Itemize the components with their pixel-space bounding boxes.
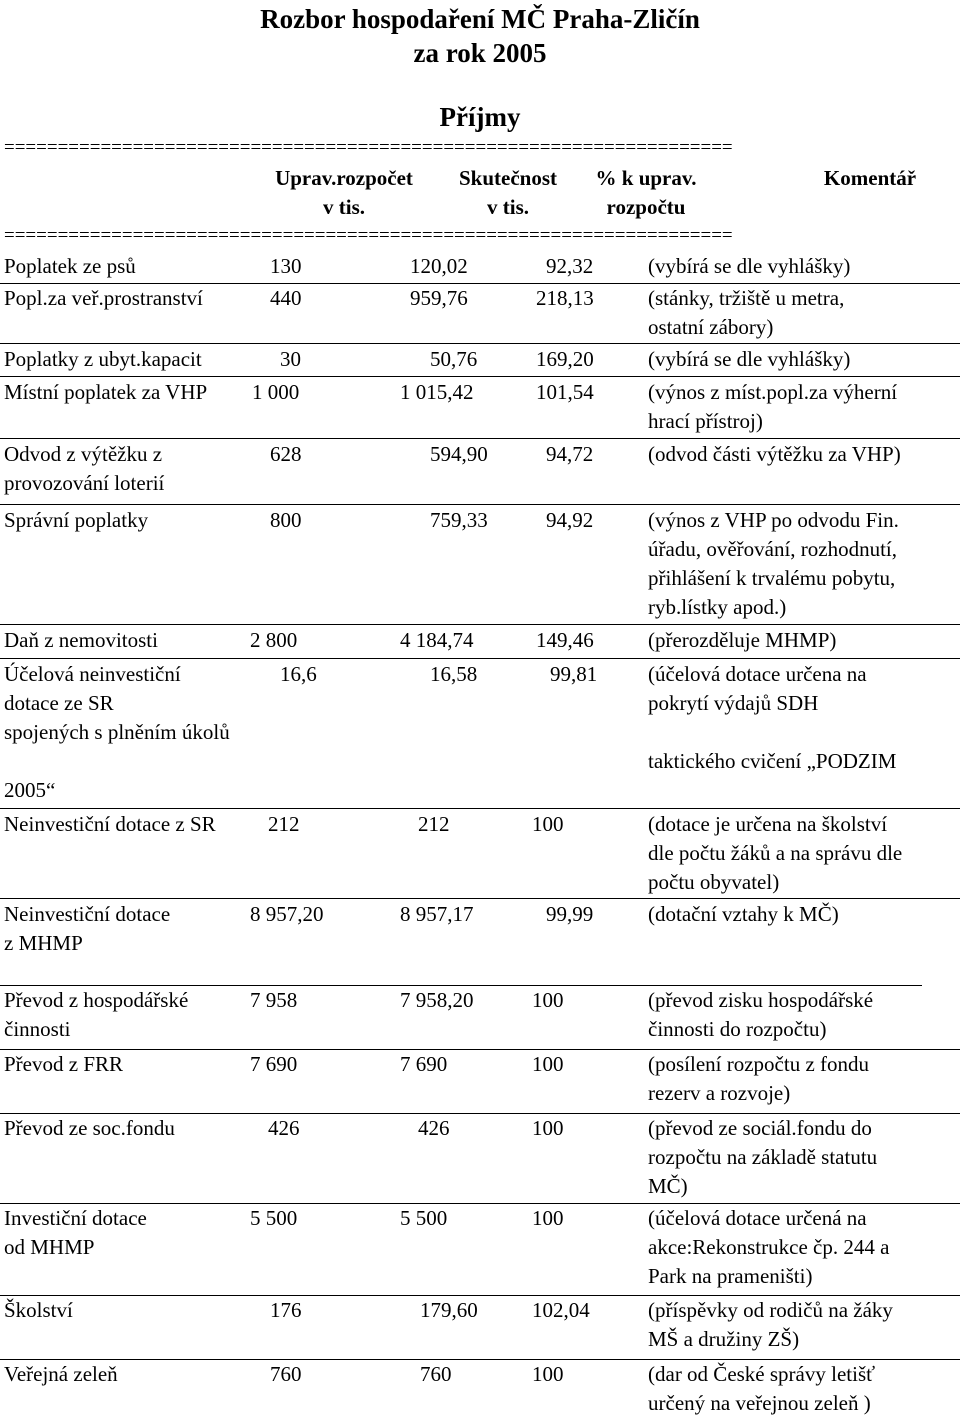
row-name: Neinvestiční dotace z SR <box>4 812 216 836</box>
row-actual-value: 7 690 <box>400 1052 448 1076</box>
row-comment: (převod ze sociál.fondu do <box>648 1116 872 1140</box>
row-budget-value: 628 <box>270 442 302 466</box>
row-actual-value: 179,60 <box>420 1298 478 1322</box>
row-percent-value: 99,81 <box>550 662 598 686</box>
row-name: Odvod z výtěžku z <box>4 442 163 466</box>
row-percent-value: 100 <box>532 988 564 1012</box>
row-actual-value: 760 <box>420 1362 452 1386</box>
column-header-actual-line1: Skutečnost <box>458 166 558 190</box>
row-divider <box>0 343 960 344</box>
row-actual-value: 1 015,42 <box>400 380 474 404</box>
row-name: z MHMP <box>4 931 83 955</box>
row-actual-value: 7 958,20 <box>400 988 474 1012</box>
row-name: Školství <box>4 1298 73 1322</box>
row-divider <box>0 1203 960 1204</box>
row-name: od MHMP <box>4 1235 95 1259</box>
row-comment: (dar od České správy letišť <box>648 1362 876 1386</box>
row-budget-value: 130 <box>270 254 302 278</box>
row-comment: (příspěvky od rodičů na žáky <box>648 1298 893 1322</box>
row-percent-value: 92,32 <box>546 254 594 278</box>
row-comment: (účelová dotace určena na <box>648 662 867 686</box>
row-divider <box>0 504 960 505</box>
column-header-budget <box>256 164 432 222</box>
row-budget-value: 760 <box>270 1362 302 1386</box>
row-comment: (přerozděluje MHMP) <box>648 628 837 652</box>
column-header-percent-line2: rozpočtu <box>606 195 686 219</box>
row-comment: pokrytí výdajů SDH <box>648 691 819 715</box>
row-actual-value: 50,76 <box>430 347 478 371</box>
row-divider <box>0 1049 960 1050</box>
row-budget-value: 212 <box>268 812 300 836</box>
row-name: dotace ze SR <box>4 691 114 715</box>
separator-bottom: ==================================================================== <box>4 226 733 246</box>
row-budget-value: 2 800 <box>250 628 298 652</box>
row-budget-value: 5 500 <box>250 1206 298 1230</box>
row-name: Investiční dotace <box>4 1206 147 1230</box>
row-budget-value: 7 958 <box>250 988 298 1012</box>
row-actual-value: 426 <box>418 1116 450 1140</box>
row-comment: Park na prameništi) <box>648 1264 813 1288</box>
row-divider <box>0 1295 960 1296</box>
row-percent-value: 100 <box>532 1116 564 1140</box>
column-header-budget-line1: Uprav.rozpočet <box>275 166 413 190</box>
row-budget-value: 16,6 <box>280 662 317 686</box>
row-name: Poplatky z ubyt.kapacit <box>4 347 202 371</box>
row-budget-value: 30 <box>280 347 301 371</box>
row-comment: (převod zisku hospodářské <box>648 988 874 1012</box>
row-actual-value: 8 957,17 <box>400 902 474 926</box>
row-actual-value: 5 500 <box>400 1206 448 1230</box>
row-name: Místní poplatek za VHP <box>4 380 208 404</box>
row-comment: taktického cvičení „PODZIM <box>648 749 897 773</box>
separator-top: ==================================================================== <box>4 138 733 158</box>
row-budget-value: 426 <box>268 1116 300 1140</box>
row-percent-value: 100 <box>532 1052 564 1076</box>
row-divider <box>0 376 960 377</box>
column-header-percent <box>580 164 712 222</box>
document-title-line2: za rok 2005 <box>413 38 547 68</box>
row-budget-value: 440 <box>270 286 302 310</box>
row-name: činnosti <box>4 1017 71 1041</box>
row-percent-value: 149,46 <box>536 628 594 652</box>
row-budget-value: 7 690 <box>250 1052 298 1076</box>
row-percent-value: 99,99 <box>546 902 594 926</box>
row-divider <box>0 898 960 899</box>
row-budget-value: 176 <box>270 1298 302 1322</box>
column-header-budget-line2: v tis. <box>323 195 365 219</box>
row-percent-value: 102,04 <box>532 1298 590 1322</box>
row-actual-value: 120,02 <box>410 254 468 278</box>
row-actual-value: 212 <box>418 812 450 836</box>
row-name: spojených s plněním úkolů <box>4 720 230 744</box>
section-heading: Příjmy <box>439 102 521 132</box>
row-comment: (výnos z míst.popl.za výherní <box>648 380 898 404</box>
row-comment: úřadu, ověřování, rozhodnutí, <box>648 537 898 561</box>
row-percent-value: 169,20 <box>536 347 594 371</box>
column-header-actual-line2: v tis. <box>487 195 529 219</box>
row-percent-value: 94,92 <box>546 508 594 532</box>
row-comment: ryb.lístky apod.) <box>648 595 787 619</box>
row-actual-value: 759,33 <box>430 508 488 532</box>
row-divider <box>0 658 960 659</box>
row-name: Správní poplatky <box>4 508 149 532</box>
row-comment: (stánky, tržiště u metra, <box>648 286 845 310</box>
row-budget-value: 800 <box>270 508 302 532</box>
row-name: Daň z nemovitosti <box>4 628 158 652</box>
row-actual-value: 4 184,74 <box>400 628 474 652</box>
row-comment: (posílení rozpočtu z fondu <box>648 1052 870 1076</box>
row-divider <box>0 1359 960 1360</box>
row-actual-value: 16,58 <box>430 662 478 686</box>
row-percent-value: 101,54 <box>536 380 594 404</box>
row-budget-value: 8 957,20 <box>250 902 324 926</box>
row-comment: činnosti do rozpočtu) <box>648 1017 827 1041</box>
row-name: Účelová neinvestiční <box>4 662 181 686</box>
row-comment: rezerv a rozvoje) <box>648 1081 791 1105</box>
row-comment: (účelová dotace určená na <box>648 1206 867 1230</box>
row-name: provozování loterií <box>4 471 165 495</box>
row-comment: (dotace je určena na školství <box>648 812 888 836</box>
row-comment: počtu obyvatel) <box>648 870 780 894</box>
row-comment: určený na veřejnou zeleň ) <box>648 1391 871 1415</box>
column-header-comment: Komentář <box>823 166 917 190</box>
row-name: Převod z FRR <box>4 1052 124 1076</box>
row-divider <box>0 808 960 809</box>
row-percent-value: 100 <box>532 1362 564 1386</box>
row-comment: ostatní zábory) <box>648 315 774 339</box>
row-name: Neinvestiční dotace <box>4 902 171 926</box>
row-percent-value: 218,13 <box>536 286 594 310</box>
row-comment: (výnos z VHP po odvodu Fin. <box>648 508 899 532</box>
row-comment: rozpočtu na základě statutu <box>648 1145 878 1169</box>
row-divider <box>0 624 960 625</box>
row-comment: akce:Rekonstrukce čp. 244 a <box>648 1235 890 1259</box>
row-comment: (odvod části výtěžku za VHP) <box>648 442 901 466</box>
row-name: Převod ze soc.fondu <box>4 1116 175 1140</box>
row-comment: (vybírá se dle vyhlášky) <box>648 254 851 278</box>
column-header-actual <box>440 164 576 222</box>
row-name: 2005“ <box>4 778 56 802</box>
row-comment: (dotační vztahy k MČ) <box>648 902 839 926</box>
row-name: Poplatek ze psů <box>4 254 136 278</box>
row-comment: (vybírá se dle vyhlášky) <box>648 347 851 371</box>
row-name: Popl.za veř.prostranství <box>4 286 203 310</box>
row-name: Veřejná zeleň <box>4 1362 118 1386</box>
row-comment: přihlášení k trvalému pobytu, <box>648 566 896 590</box>
row-actual-value: 594,90 <box>430 442 488 466</box>
row-comment: dle počtu žáků a na správu dle <box>648 841 903 865</box>
row-divider <box>0 1113 960 1114</box>
row-actual-value: 959,76 <box>410 286 468 310</box>
row-name: Převod z hospodářské <box>4 988 189 1012</box>
row-divider <box>0 985 922 986</box>
column-header-percent-line1: % k uprav. <box>595 166 697 190</box>
document-title-line1: Rozbor hospodaření MČ Praha-Zličín <box>260 4 700 34</box>
row-percent-value: 100 <box>532 812 564 836</box>
row-comment: hrací přístroj) <box>648 409 763 433</box>
row-percent-value: 100 <box>532 1206 564 1230</box>
row-divider <box>0 438 960 439</box>
row-budget-value: 1 000 <box>252 380 300 404</box>
row-comment: MŠ a družiny ZŠ) <box>648 1327 800 1351</box>
row-percent-value: 94,72 <box>546 442 594 466</box>
row-comment: MČ) <box>648 1174 688 1198</box>
row-divider <box>0 283 960 284</box>
